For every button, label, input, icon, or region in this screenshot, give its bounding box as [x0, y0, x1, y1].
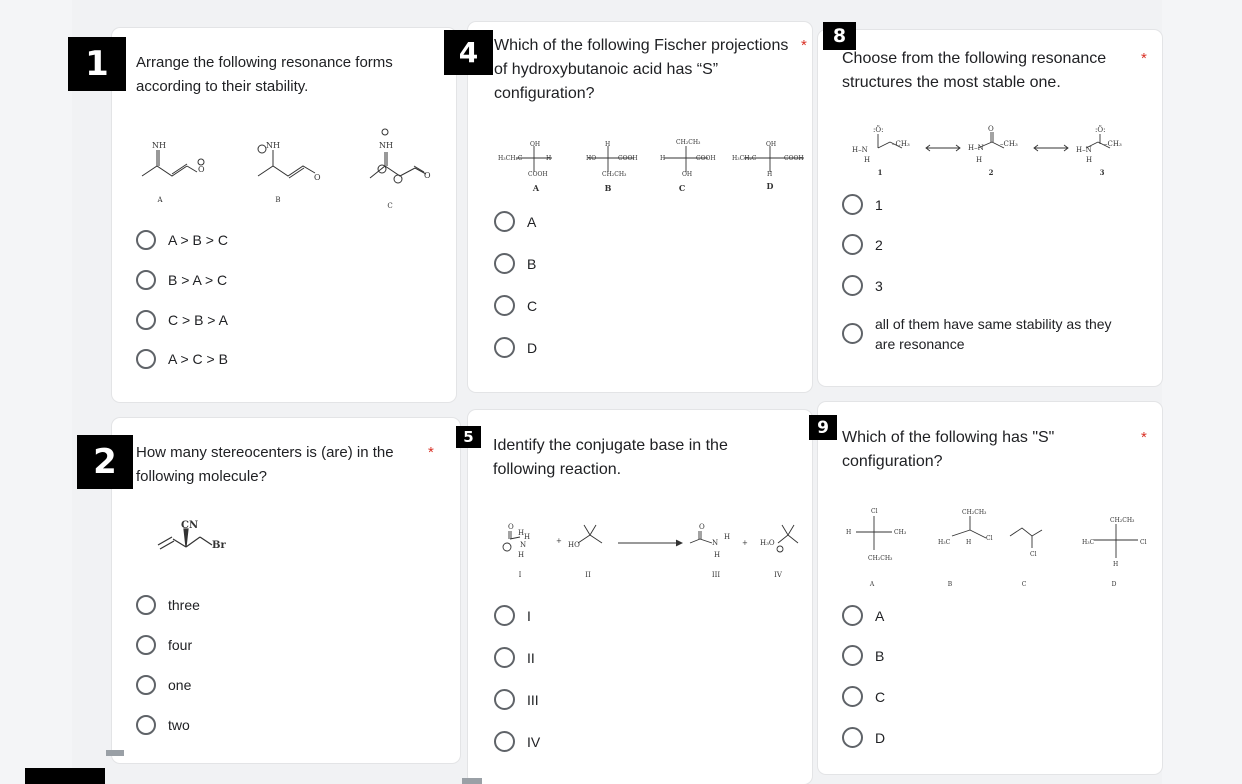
option-a-gt-c-gt-b[interactable]: A > C > B	[136, 349, 228, 369]
option-d[interactable]: D	[494, 337, 537, 358]
required-asterisk: *	[428, 444, 434, 461]
svg-text:CN: CN	[181, 520, 199, 531]
svg-text:NH: NH	[266, 141, 280, 150]
radio-button[interactable]	[494, 647, 515, 668]
svg-text:Br: Br	[212, 540, 226, 551]
svg-text:OH: OH	[682, 171, 693, 178]
svg-text:O: O	[699, 523, 705, 531]
radio-button[interactable]	[842, 686, 863, 707]
svg-text:H–N: H–N	[1076, 146, 1092, 154]
svg-text:H: H	[966, 539, 972, 546]
required-asterisk: *	[1141, 50, 1147, 67]
stereocenter-molecule-figure	[150, 515, 240, 565]
svg-text:D: D	[1111, 581, 1117, 588]
radio-button[interactable]	[842, 275, 863, 296]
svg-text:+: +	[742, 539, 748, 547]
option-iv[interactable]: IV	[494, 731, 540, 752]
option-four[interactable]: four	[136, 635, 192, 655]
stereochemistry-structures-figure	[842, 504, 1148, 590]
question-number-badge: 1	[68, 37, 126, 91]
question-text: Identify the conjugate base in the following reaction.	[493, 437, 728, 478]
next-question-badge-partial	[25, 768, 105, 784]
resonance-structures-figure	[130, 120, 440, 215]
svg-text:O: O	[314, 173, 321, 182]
svg-text:1: 1	[877, 168, 883, 177]
svg-text:H: H	[605, 141, 611, 148]
option-c[interactable]: C	[494, 295, 537, 316]
option-b[interactable]: B	[842, 645, 884, 666]
svg-text:–CH₃: –CH₃	[1104, 140, 1122, 148]
svg-text:CH₂CH₃: CH₂CH₃	[1110, 517, 1135, 524]
svg-text:I: I	[518, 571, 522, 579]
option-a[interactable]: A	[842, 605, 884, 626]
structure-label-b: B	[275, 196, 281, 204]
option-ii[interactable]: II	[494, 647, 535, 668]
svg-text:OH: OH	[530, 141, 541, 148]
structure-label-a: A	[157, 196, 163, 204]
radio-button[interactable]	[842, 605, 863, 626]
question-number-badge: 8	[823, 22, 856, 50]
partial-card-marker	[462, 778, 482, 784]
svg-text:H₃C: H₃C	[1082, 539, 1095, 546]
svg-text:H: H	[518, 529, 525, 537]
option-3[interactable]: 3	[842, 275, 883, 296]
question-number-badge: 2	[77, 435, 133, 489]
radio-button[interactable]	[494, 689, 515, 710]
option-d[interactable]: D	[842, 727, 885, 748]
svg-text:H: H	[724, 533, 731, 541]
option-a-gt-b-gt-c[interactable]: A > B > C	[136, 230, 228, 250]
svg-text:H–N: H–N	[852, 146, 868, 154]
svg-text:H: H	[846, 529, 852, 536]
radio-button[interactable]	[842, 727, 863, 748]
radio-button[interactable]	[136, 310, 156, 330]
svg-text:D: D	[766, 181, 774, 191]
svg-text:CH₃: CH₃	[894, 529, 907, 536]
svg-text:COOH: COOH	[784, 155, 804, 162]
svg-text:Cl: Cl	[1030, 551, 1037, 558]
option-b-gt-a-gt-c[interactable]: B > A > C	[136, 270, 227, 290]
radio-button[interactable]	[494, 253, 515, 274]
svg-text:COOH: COOH	[618, 155, 638, 162]
svg-text:H: H	[518, 551, 525, 559]
radio-button[interactable]	[842, 323, 863, 344]
svg-text:NH: NH	[152, 141, 166, 150]
radio-button[interactable]	[136, 270, 156, 290]
svg-text:H₃CH₂C: H₃CH₂C	[498, 155, 523, 162]
svg-text:H: H	[864, 156, 871, 164]
radio-button[interactable]	[136, 349, 156, 369]
svg-text:III: III	[711, 571, 721, 579]
required-asterisk: *	[801, 37, 807, 54]
svg-text:II: II	[585, 571, 591, 579]
svg-text:N: N	[712, 539, 719, 547]
svg-text:Cl: Cl	[871, 508, 878, 515]
svg-text:H–N: H–N	[968, 144, 984, 152]
radio-button[interactable]	[136, 230, 156, 250]
svg-text:O: O	[508, 523, 514, 531]
option-c-gt-b-gt-a[interactable]: C > B > A	[136, 310, 228, 330]
option-2[interactable]: 2	[842, 234, 883, 255]
radio-button[interactable]	[136, 635, 156, 655]
svg-text:H: H	[660, 155, 666, 162]
option-i[interactable]: I	[494, 605, 531, 626]
page-margin-left	[0, 0, 72, 784]
svg-text::Ö:: :Ö:	[1095, 126, 1106, 134]
svg-text:O: O	[988, 125, 994, 133]
radio-button[interactable]	[136, 715, 156, 735]
svg-text:C: C	[678, 183, 686, 193]
svg-text:N: N	[520, 541, 527, 549]
fischer-projections-figure	[494, 136, 808, 196]
option-one[interactable]: one	[136, 675, 191, 695]
question-number-badge: 9	[809, 415, 837, 440]
structure-label-c: C	[387, 202, 393, 210]
svg-text:COOH: COOH	[696, 155, 716, 162]
radio-button[interactable]	[842, 645, 863, 666]
svg-text:CH₂CH₃: CH₂CH₃	[602, 171, 627, 178]
option-three[interactable]: three	[136, 595, 200, 615]
svg-text:2: 2	[988, 168, 994, 177]
svg-text:H: H	[1113, 561, 1119, 568]
svg-text:–CH₃: –CH₃	[892, 140, 910, 148]
svg-text:H: H	[1086, 156, 1093, 164]
svg-text:A: A	[532, 183, 540, 193]
svg-text:CH₂CH₃: CH₂CH₃	[868, 555, 893, 562]
svg-text:H₃C: H₃C	[938, 539, 951, 546]
svg-text:H: H	[767, 171, 773, 178]
radio-button[interactable]	[494, 605, 515, 626]
svg-text::Ö:: :Ö:	[873, 126, 884, 134]
partial-card-marker	[106, 750, 124, 756]
radio-button[interactable]	[136, 675, 156, 695]
required-asterisk: *	[1141, 429, 1147, 446]
svg-text:Cl: Cl	[1140, 539, 1147, 546]
reaction-scheme-figure	[494, 515, 806, 585]
radio-button[interactable]	[842, 194, 863, 215]
question-text: Choose from the following resonance structures the most stable one.	[842, 50, 1107, 91]
svg-text:B: B	[604, 183, 612, 193]
svg-text:A: A	[869, 581, 875, 588]
option-all-same-stability[interactable]: all of them have same stability as they are resonance	[842, 314, 1135, 354]
svg-text:3: 3	[1099, 168, 1105, 177]
svg-text:NH: NH	[379, 141, 393, 150]
svg-text:COOH: COOH	[528, 171, 548, 178]
svg-text:IV: IV	[774, 571, 782, 579]
radio-button[interactable]	[494, 731, 515, 752]
svg-text:OH: OH	[766, 141, 777, 148]
option-iii[interactable]: III	[494, 689, 539, 710]
question-text: Which of the following has "S" configuration?	[842, 429, 1055, 470]
svg-text:B: B	[947, 581, 953, 588]
svg-text:O: O	[424, 171, 431, 180]
question-number-badge: 5	[456, 426, 481, 448]
option-c[interactable]: C	[842, 686, 885, 707]
svg-text:CH₂CH₃: CH₂CH₃	[676, 139, 701, 146]
svg-text:H₃O: H₃O	[760, 539, 775, 547]
question-text: Which of the following Fischer projections of hydroxybutanoic acid has “S” configuration?	[494, 37, 789, 102]
svg-text:H: H	[714, 551, 721, 559]
svg-text:H₃CH₂C: H₃CH₂C	[732, 155, 757, 162]
radio-button[interactable]	[494, 295, 515, 316]
question-text: How many stereocenters is (are) in the following molecule?	[136, 444, 394, 485]
svg-text:H: H	[546, 155, 552, 162]
svg-text:H: H	[524, 533, 531, 541]
svg-text:C: C	[1021, 581, 1027, 588]
option-a[interactable]: A	[494, 211, 536, 232]
svg-text:HO: HO	[586, 155, 597, 162]
svg-text:O: O	[198, 165, 205, 174]
option-two[interactable]: two	[136, 715, 190, 735]
question-text: Arrange the following resonance forms according to their stability.	[136, 54, 393, 95]
svg-text:+: +	[556, 537, 562, 545]
radio-button[interactable]	[494, 337, 515, 358]
option-b[interactable]: B	[494, 253, 536, 274]
resonance-structures-figure	[848, 122, 1120, 180]
svg-text:–CH₃: –CH₃	[1000, 140, 1018, 148]
question-number-badge: 4	[444, 30, 493, 75]
svg-text:HO: HO	[568, 541, 580, 549]
radio-button[interactable]	[494, 211, 515, 232]
svg-text:Cl: Cl	[986, 535, 993, 542]
svg-text:H: H	[976, 156, 983, 164]
option-1[interactable]: 1	[842, 194, 883, 215]
radio-button[interactable]	[842, 234, 863, 255]
radio-button[interactable]	[136, 595, 156, 615]
svg-text:CH₂CH₃: CH₂CH₃	[962, 509, 987, 516]
page-margin-right	[1162, 0, 1242, 784]
